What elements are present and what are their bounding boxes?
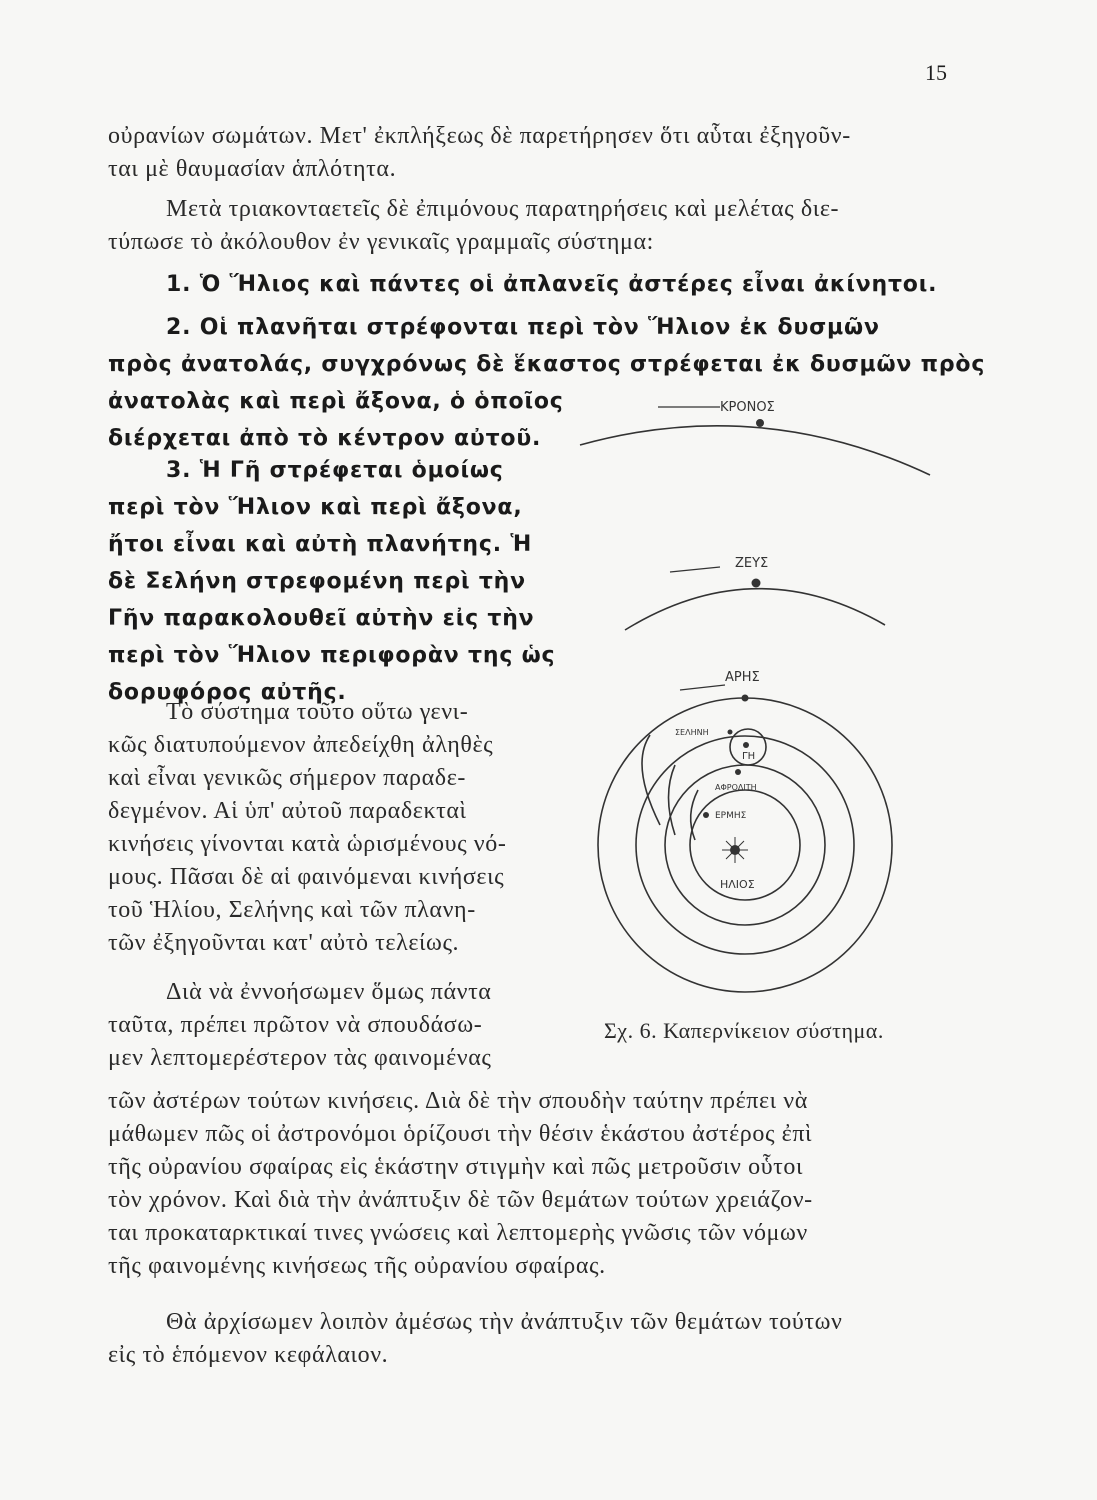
text-line: μους. Πᾶσαι δὲ αἱ φαινόμεναι κινήσεις (108, 864, 505, 890)
ilios-label: ΗΛΙΟΣ (720, 878, 755, 891)
text-line: 1. Ὁ Ἥλιος καὶ πάντες οἱ ἀπλανεῖς ἀστέρες εἶναι ἀκίνητοι. (166, 272, 938, 297)
jupiter-direction-arrow (670, 567, 720, 572)
ermis-label: ΕΡΜΗΣ (715, 811, 747, 821)
selini-label: ΣΕΛΗΝΗ (675, 728, 709, 737)
jupiter-planet (752, 579, 761, 588)
paragraph-1 (108, 120, 953, 186)
text-line: ται μὲ θαυμασίαν ἁπλότητα. (108, 156, 397, 182)
mars-planet (742, 695, 749, 702)
text-line: ἀνατολὰς καὶ περὶ ἄξονα, ὁ ὁποῖος (108, 389, 564, 414)
copernican-diagram (570, 385, 960, 1025)
text-line: τῆς φαινομένης κινήσεως τῆς οὐρανίου σφαίρας. (108, 1253, 606, 1279)
text-line: τὸν χρόνον. Καὶ διὰ τὴν ἀνάπτυξιν δὲ τῶν θεμάτων τούτων χρειάζον- (108, 1187, 813, 1213)
mercury-planet (703, 812, 709, 818)
text-line: μεν λεπτομερέστερον τὰς φαινομένας (108, 1045, 492, 1071)
earth-planet (743, 742, 749, 748)
text-line: περὶ τὸν Ἥλιον περιφορὰν της ὡς (108, 643, 556, 668)
text-line: δορυφόρος αὐτῆς. (108, 680, 347, 705)
kronos-label: ΚΡΟΝΟΣ (720, 400, 775, 415)
copernican-system-figure (570, 385, 960, 1025)
mars-direction-arrow (680, 685, 725, 690)
motion-arrow (669, 765, 676, 835)
zeus-label: ΖΕΥΣ (735, 556, 769, 571)
text-line: 3. Ἡ Γῆ στρέφεται ὁμοίως (166, 458, 504, 483)
text-line: πρὸς ἀνατολάς, συγχρόνως δὲ ἕκαστος στρέφεται ἐκ δυσμῶν πρὸς (108, 352, 986, 377)
text-line: περὶ τὸν Ἥλιον καὶ περὶ ἄξονα, (108, 495, 523, 520)
venus-planet (735, 769, 741, 775)
text-line: μάθωμεν πῶς οἱ ἀστρονόμοι ὁρίζουσι τὴν θέσιν ἑκάστου ἀστέρος ἐπὶ (108, 1121, 813, 1147)
moon-planet (728, 730, 733, 735)
text-line: Θὰ ἀρχίσωμεν λοιπὸν ἀμέσως τὴν ἀνάπτυξιν τῶν θεμάτων τούτων (166, 1309, 843, 1335)
text-line: Μετὰ τριακονταετεῖς δὲ ἐπιμόνους παρατηρήσεις καὶ μελέτας διε- (166, 196, 840, 222)
text-line: διέρχεται ἀπὸ τὸ κέντρον αὐτοῦ. (108, 426, 542, 451)
text-line: τῶν ἐξηγοῦνται κατ' αὐτὸ τελείως. (108, 930, 460, 956)
text-line: τύπωσε τὸ ἀκόλουθον ἐν γενικαῖς γραμμαῖς σύστημα: (108, 229, 654, 255)
text-line: Γῆν παρακολουθεῖ αὐτὴν εἰς τὴν (108, 606, 535, 631)
paragraph-4-continued (108, 1085, 953, 1283)
afroditi-label: ΑΦΡΟΔΙΤΗ (715, 783, 757, 792)
text-line: τῶν ἀστέρων τούτων κινήσεις. Διὰ δὲ τὴν σπουδὴν ταύτην πρέπει νὰ (108, 1088, 808, 1114)
system-point-2 (108, 309, 986, 383)
motion-arrow (691, 790, 698, 840)
jupiter-orbit (625, 589, 885, 630)
figure-caption: Σχ. 6. Καπερνίκειον σύστημα. (604, 1018, 884, 1043)
text-line: 2. Οἱ πλανῆται στρέφονται περὶ τὸν Ἥλιον ἐκ δυσμῶν (166, 315, 880, 340)
page-number: 15 (925, 60, 947, 85)
sun-rays-icon (722, 837, 748, 863)
text-line: εἰς τὸ ἑπόμενον κεφάλαιον. (108, 1342, 389, 1368)
text-line: ται προκαταρκτικαί τινες γνώσεις καὶ λεπτομερὴς γνῶσις τῶν νόμων (108, 1220, 808, 1246)
system-point-1 (108, 266, 953, 303)
text-line: δεγμένον. Αἱ ὑπ' αὐτοῦ παραδεκταὶ (108, 798, 467, 824)
paragraph-2 (108, 193, 953, 259)
text-line: τοῦ Ἡλίου, Σελήνης καὶ τῶν πλανη- (108, 897, 476, 923)
paragraph-5 (108, 1306, 953, 1372)
text-line: καὶ εἶναι γενικῶς σήμερον παραδε- (108, 765, 466, 791)
text-line: κινήσεις γίνονται κατὰ ὡρισμένους νό- (108, 831, 507, 857)
text-line: Τὸ σύστημα τοῦτο οὕτω γενι- (166, 699, 469, 725)
paragraph-4 (108, 976, 568, 1075)
text-line: ταῦτα, πρέπει πρῶτον νὰ σπουδάσω- (108, 1012, 483, 1038)
text-line: ἤτοι εἶναι καὶ αὐτὴ πλανήτης. Ἡ (108, 532, 533, 557)
paragraph-3 (108, 696, 568, 960)
gi-label: ΓΗ (742, 751, 756, 762)
text-line: Διὰ νὰ ἐννοήσωμεν ὅμως πάντα (166, 979, 492, 1005)
mars-orbit (598, 698, 892, 992)
text-line: τῆς οὐρανίου σφαίρας εἰς ἑκάστην στιγμὴν καὶ πῶς μετροῦσιν οὗτοι (108, 1154, 804, 1180)
aris-label: ΑΡΗΣ (725, 670, 760, 685)
system-point-3 (108, 452, 568, 711)
saturn-planet (756, 419, 764, 427)
earth-orbit (636, 736, 854, 954)
text-line: οὐρανίων σωμάτων. Μετ' ἐκπλήξεως δὲ παρετήρησεν ὅτι αὗται ἐξηγοῦν- (108, 123, 851, 149)
text-line: κῶς διατυπούμενον ἀπεδείχθη ἀληθὲς (108, 732, 494, 758)
saturn-orbit (580, 426, 930, 475)
system-point-2-continued (108, 383, 568, 457)
text-line: δὲ Σελήνη στρεφομένη περὶ τὴν (108, 569, 526, 594)
